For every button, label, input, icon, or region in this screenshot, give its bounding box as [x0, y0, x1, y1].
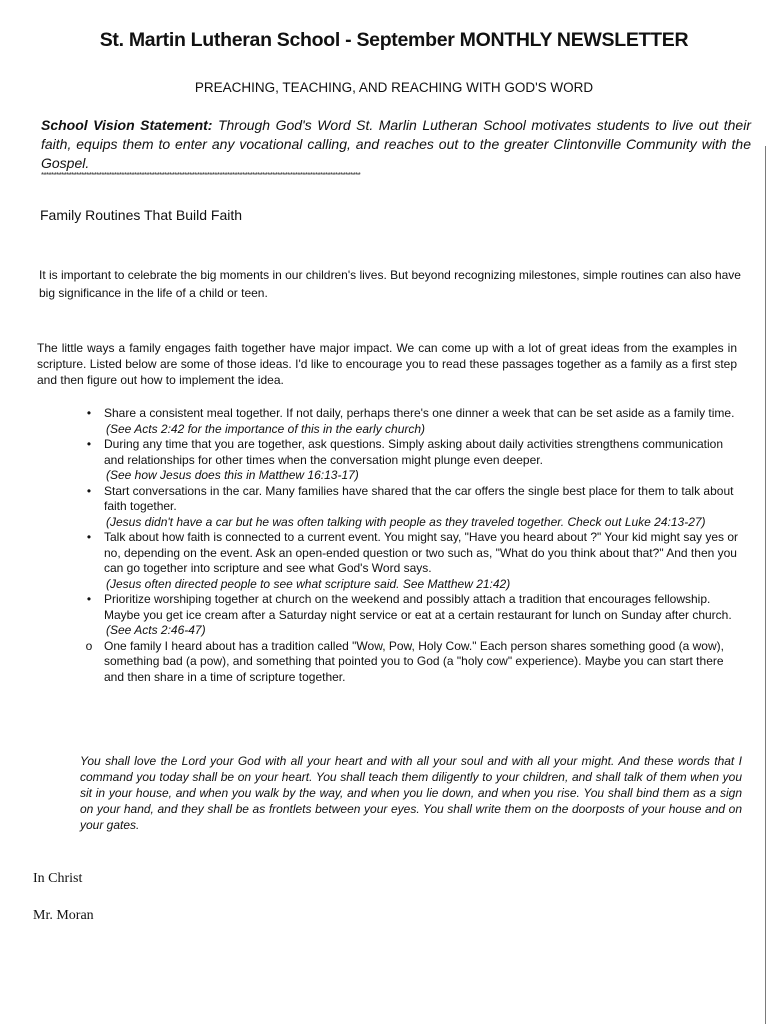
newsletter-title: St. Martin Lutheran School - September MONTHLY NEWSLETTER: [99, 29, 689, 51]
closing-salutation: In Christ: [33, 871, 83, 886]
bullet-marker: •: [86, 483, 92, 498]
list-item-text: Talk about how faith is connected to a current event. You might say, "Have you heard about ?" Your kid might say yes or no, depending on the event. Ask an open-ended question or two such as, "What do you think about that?" And then you can go together into scripture and see what God's Word says.: [104, 530, 739, 575]
bullet-marker: •: [86, 530, 92, 544]
scripture-reference: (Jesus often directed people to see what scripture said. See Matthew 21:42): [106, 576, 511, 591]
list-item-text: During any time that you are together, ask questions. Simply asking about daily activities strengthens communication and relationships for other times when the conversation might plunge even deeper.: [104, 437, 723, 467]
vision-text: Through God's Word St. Marlin Lutheran School motivates students to live out their faith, equips them to enter any vocational calling, and reaches out to the greater Clintonville Community with the Gospel.: [41, 117, 751, 171]
routine-list: [80, 406, 740, 685]
list-item: [80, 530, 740, 592]
vision-statement: [41, 116, 751, 173]
list-item-text: Start conversations in the car. Many families have shared that the car offers the single best place for them to talk about faith together.: [104, 483, 734, 513]
list-item: [80, 639, 740, 686]
list-item: [80, 592, 740, 639]
vision-label: School Vision Statement:: [41, 117, 213, 133]
article-intro: It is important to celebrate the big moments in our children's lives. But beyond recognizing milestones, simple routines can also have big significance in the life of a child or teen.: [39, 268, 741, 300]
article-paragraph: The little ways a family engages faith together have major impact. We can come up with a lot of great ideas from the examples in scripture. Listed below are some of those ideas. I'd like to encourage you to read these passages together as a family as a first step and then figure out how to implement the idea.: [37, 341, 737, 387]
list-item: [80, 484, 740, 531]
list-item: [80, 437, 740, 484]
list-item-text: Prioritize worshiping together at church on the weekend and possibly attach a tradition that encourages fellowship. Maybe you get ice cream after a Saturday night service or eat at a certain restaurant for lunch on Sunday after church.: [104, 592, 732, 622]
bullet-marker: •: [86, 437, 92, 451]
bullet-marker: o: [85, 638, 93, 653]
asterisk-separator: *******************************************************************************************************************************: [41, 171, 361, 180]
scripture-verse: You shall love the Lord your God with all your heart and with all your soul and with all your might. And these words that I command you today shall be on your heart. You shall teach them diligently to your children, and shall talk of them when you sit in your house, and when you walk by the way, and when you lie down, and when you rise. You shall bind them as a sign on your hand, and they shall be as frontlets between your eyes. You shall write them on the doorposts of your house and on your gates.: [80, 754, 742, 832]
bullet-marker: •: [86, 406, 92, 420]
list-item: [80, 406, 740, 437]
scripture-reference: (See Acts 2:46-47): [106, 623, 206, 637]
bullet-marker: •: [86, 592, 92, 606]
article-title: Family Routines That Build Faith: [40, 207, 243, 223]
page-edge-rule: [765, 146, 766, 1024]
newsletter-motto: PREACHING, TEACHING, AND REACHING WITH GOD'S WORD: [194, 80, 594, 95]
list-item-text: Share a consistent meal together. If not daily, perhaps there's one dinner a week that can be set aside as a family time.: [104, 406, 735, 420]
scripture-reference: (See Acts 2:42 for the importance of this in the early church): [106, 421, 426, 436]
scripture-reference: (Jesus didn't have a car but he was often talking with people as they traveled together. Check out Luke 24:13-27): [106, 514, 706, 529]
scripture-reference: (See how Jesus does this in Matthew 16:13-17): [106, 468, 359, 482]
list-item-text: One family I heard about has a tradition called "Wow, Pow, Holy Cow." Each person shares something good (a wow), something bad (a pow), and something that pointed you to God (a "holy cow" experience). Maybe you can start there and then share in a time of scripture together.: [104, 638, 724, 684]
signature: Mr. Moran: [33, 908, 94, 923]
